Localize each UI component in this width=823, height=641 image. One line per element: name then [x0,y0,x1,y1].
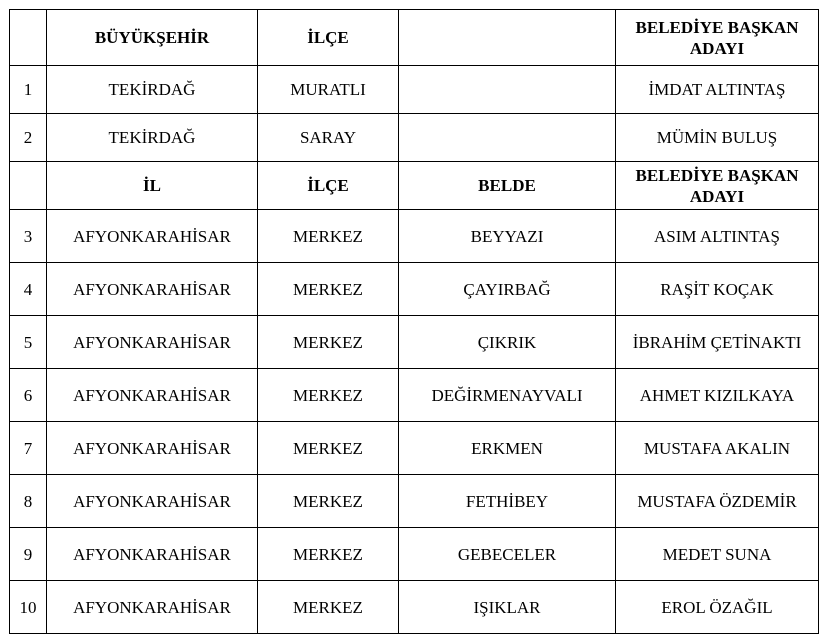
metropolitan-city-cell: TEKİRDAĞ [47,114,258,162]
row-number: 3 [10,210,47,263]
row-number: 9 [10,528,47,581]
candidate-cell: AHMET KIZILKAYA [616,369,819,422]
town-cell: ERKMEN [399,422,616,475]
metropolitan-city-cell: TEKİRDAĞ [47,66,258,114]
town-cell [399,114,616,162]
table-row [10,369,819,422]
district-cell: MERKEZ [258,528,399,581]
row-number: 6 [10,369,47,422]
town-cell [399,66,616,114]
candidate-cell: MUSTAFA ÖZDEMİR [616,475,819,528]
header-town: BELDE [399,162,616,210]
town-cell: FETHİBEY [399,475,616,528]
header-number-cell [10,10,47,66]
province-cell: AFYONKARAHİSAR [47,316,258,369]
candidate-cell: MÜMİN BULUŞ [616,114,819,162]
town-cell: ÇAYIRBAĞ [399,263,616,316]
table-row [10,475,819,528]
district-cell: SARAY [258,114,399,162]
header-mayor-candidate: BELEDİYE BAŞKAN ADAYI [616,10,819,66]
table-row [10,114,819,162]
town-cell: ÇIKRIK [399,316,616,369]
row-number: 10 [10,581,47,634]
candidate-cell: RAŞİT KOÇAK [616,263,819,316]
province-cell: AFYONKARAHİSAR [47,475,258,528]
table-row [10,581,819,634]
header-metropolitan-city: BÜYÜKŞEHİR [47,10,258,66]
province-cell: AFYONKARAHİSAR [47,528,258,581]
table-row [10,263,819,316]
header-row-province [10,162,819,210]
table-row [10,66,819,114]
district-cell: MERKEZ [258,475,399,528]
town-cell: DEĞİRMENAYVALI [399,369,616,422]
candidate-cell: MUSTAFA AKALIN [616,422,819,475]
province-cell: AFYONKARAHİSAR [47,369,258,422]
district-cell: MERKEZ [258,422,399,475]
header-district: İLÇE [258,10,399,66]
candidate-cell: MEDET SUNA [616,528,819,581]
candidate-cell: İMDAT ALTINTAŞ [616,66,819,114]
town-cell: GEBECELER [399,528,616,581]
province-cell: AFYONKARAHİSAR [47,581,258,634]
candidates-table [9,9,819,634]
province-cell: AFYONKARAHİSAR [47,263,258,316]
candidate-cell: EROL ÖZAĞIL [616,581,819,634]
row-number: 5 [10,316,47,369]
header-row-metropolitan [10,10,819,66]
row-number: 8 [10,475,47,528]
table-row [10,316,819,369]
table-row [10,422,819,475]
district-cell: MERKEZ [258,581,399,634]
candidate-cell: ASIM ALTINTAŞ [616,210,819,263]
header-district: İLÇE [258,162,399,210]
district-cell: MERKEZ [258,263,399,316]
district-cell: MERKEZ [258,369,399,422]
table-row [10,528,819,581]
row-number: 2 [10,114,47,162]
header-mayor-candidate: BELEDİYE BAŞKAN ADAYI [616,162,819,210]
province-cell: AFYONKARAHİSAR [47,422,258,475]
header-number-cell [10,162,47,210]
candidate-cell: İBRAHİM ÇETİNAKTI [616,316,819,369]
province-cell: AFYONKARAHİSAR [47,210,258,263]
town-cell: IŞIKLAR [399,581,616,634]
header-province: İL [47,162,258,210]
row-number: 1 [10,66,47,114]
table-row [10,210,819,263]
row-number: 4 [10,263,47,316]
district-cell: MERKEZ [258,316,399,369]
district-cell: MERKEZ [258,210,399,263]
town-cell: BEYYAZI [399,210,616,263]
district-cell: MURATLI [258,66,399,114]
row-number: 7 [10,422,47,475]
header-empty-cell [399,10,616,66]
